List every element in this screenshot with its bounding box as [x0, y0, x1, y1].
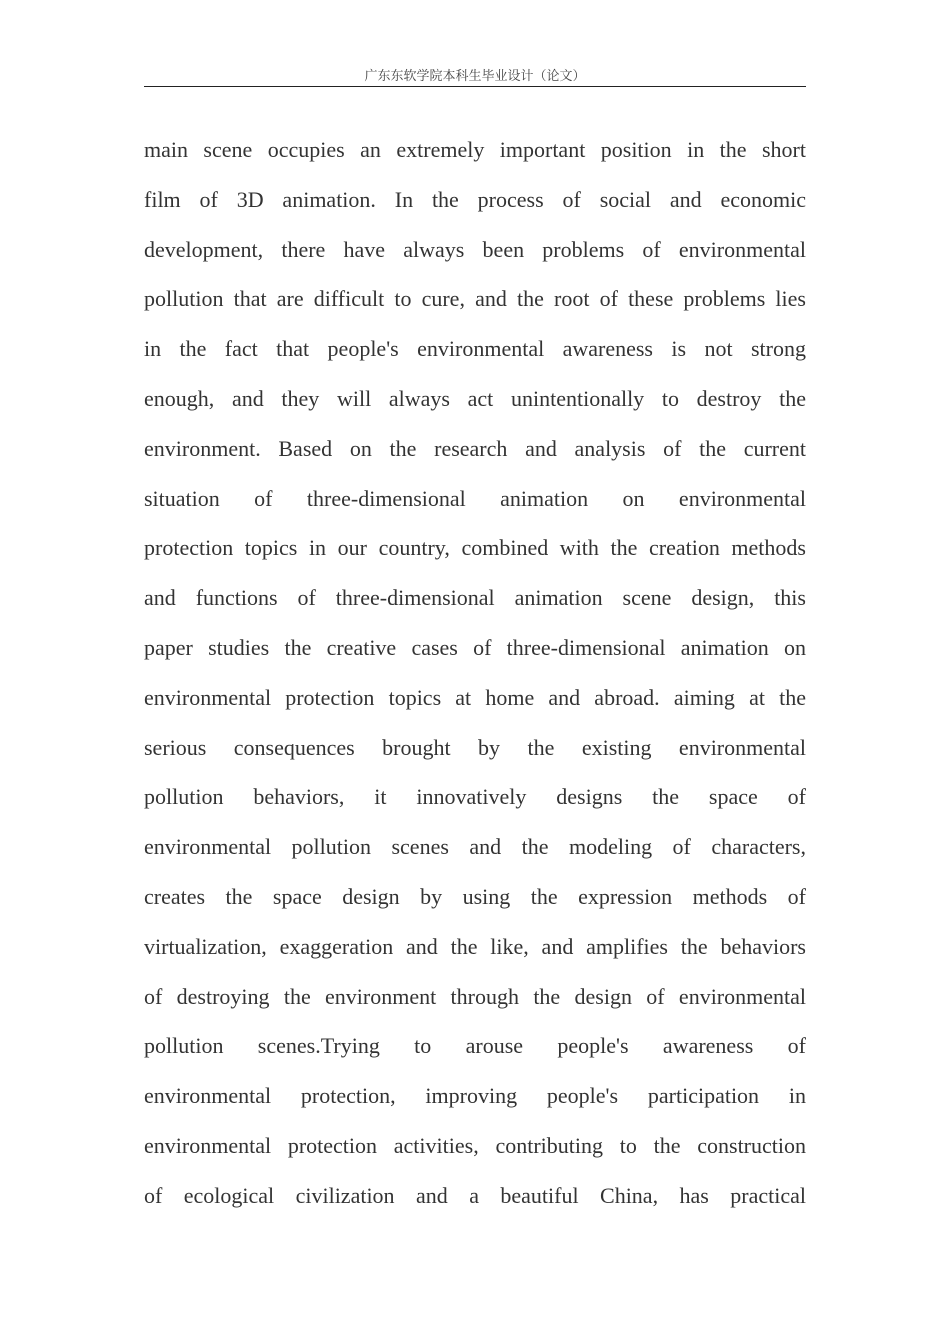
text-line: pollution behaviors, it innovatively designs the space of — [144, 784, 806, 810]
text-line: creates the space design by using the expression methods of — [144, 883, 806, 909]
text-line: development, there have always been problems of environmental — [144, 236, 806, 262]
page-header — [144, 67, 806, 87]
text-line: paper studies the creative cases of three-dimensional animation on — [144, 634, 806, 660]
text-line: of destroying the environment through the design of environmental — [144, 983, 806, 1009]
text-line: environmental protection topics at home and abroad. aiming at the — [144, 684, 806, 710]
text-line: serious consequences brought by the existing environmental — [144, 734, 806, 760]
text-line: virtualization, exaggeration and the like, and amplifies the behaviors — [144, 933, 806, 959]
text-line: environmental pollution scenes and the modeling of characters, — [144, 834, 806, 860]
text-line: film of 3D animation. In the process of social and economic — [144, 186, 806, 212]
body-text — [144, 125, 806, 1221]
text-line: main scene occupies an extremely important position in the short — [144, 137, 806, 162]
text-line: situation of three-dimensional animation on environmental — [144, 485, 806, 511]
text-line: environmental protection activities, contributing to the construction — [144, 1132, 806, 1158]
text-line: of ecological civilization and a beautiful China, has practical — [144, 1182, 806, 1208]
text-line: environmental protection, improving people's participation in — [144, 1083, 806, 1109]
text-line: pollution scenes.Trying to arouse people's awareness of — [144, 1033, 806, 1059]
text-line: environment. Based on the research and analysis of the current — [144, 435, 806, 461]
header-title: 广东东软学院本科生毕业设计（论文） — [364, 68, 586, 83]
text-line: and functions of three-dimensional animation scene design, this — [144, 585, 806, 611]
text-line: enough, and they will always act unintentionally to destroy the — [144, 385, 806, 411]
text-line: protection topics in our country, combined with the creation methods — [144, 535, 806, 561]
text-line: pollution that are difficult to cure, and the root of these problems lies — [144, 286, 806, 312]
text-line: in the fact that people's environmental awareness is not strong — [144, 336, 806, 362]
